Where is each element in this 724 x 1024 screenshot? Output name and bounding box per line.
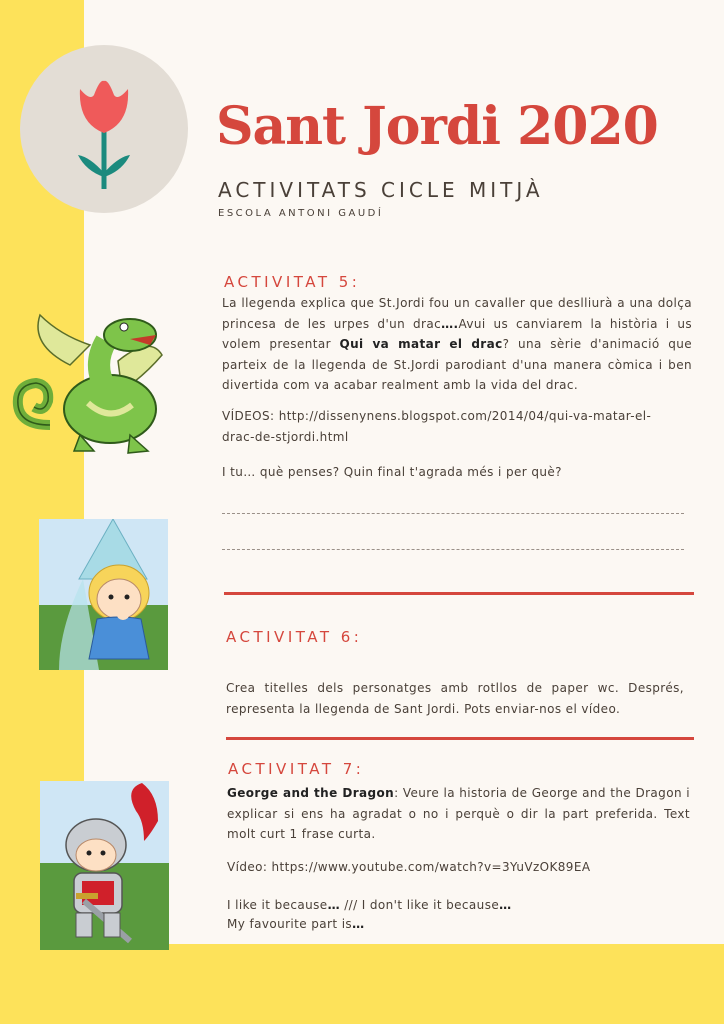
activity-7-text — [227, 783, 690, 845]
page-subtitle: ACTIVITATS CICLE MITJÀ — [218, 178, 544, 202]
activity-6-heading: ACTIVITAT 6: — [226, 628, 363, 646]
school-name: ESCOLA ANTONI GAUDÍ — [218, 208, 384, 219]
activity-5-text-part: La llegenda explica que St.Jordi fou un cavaller que deslliurà a una dolça princesa de les urpes d'un drac — [222, 296, 692, 331]
activity-5-ellipsis: …. — [441, 316, 459, 331]
tulip-icon — [20, 45, 188, 213]
activity-5-heading: ACTIVITAT 5: — [224, 273, 361, 291]
activity-7-text-part: : Veure la historia de George and the Dragon i explicar si ens ha agradat o no i perquè o dir la part preferida. Text molt curt 1 frase curta. — [227, 786, 690, 841]
activity-7-heading: ACTIVITAT 7: — [228, 760, 365, 778]
knight-illustration — [40, 781, 169, 950]
activity-5-question: I tu… què penses? Quin final t'agrada més i per què? — [222, 465, 562, 479]
tulip-badge — [20, 45, 188, 213]
like-prompt: I like it because — [227, 898, 328, 912]
activity-7-video-title: George and the Dragon — [227, 786, 395, 800]
activity-5-videos-link[interactable]: VÍDEOS: http://dissenynens.blogspot.com/2014/04/qui-va-matar-el-drac-de-stjordi.html — [222, 409, 652, 444]
activity-5-text-part: Avui us canviarem la història i us volem presentar — [222, 316, 693, 351]
section-divider — [224, 592, 694, 595]
activity-7-favourite-line — [227, 914, 687, 935]
activity-7-like-line — [227, 895, 687, 916]
ellipsis: … — [352, 917, 365, 931]
answer-line — [222, 549, 684, 550]
activity-6-text: Crea titelles dels personatges amb rotllos de paper wc. Després, representa la llegenda de Sant Jordi. Pots enviar-nos el vídeo. — [226, 681, 684, 716]
ellipsis: … — [499, 898, 512, 912]
activity-7-video-link[interactable]: Vídeo: https://www.youtube.com/watch?v=3YuVzOK89EA — [227, 860, 591, 874]
section-divider — [226, 737, 694, 740]
dragon-illustration — [10, 305, 170, 457]
favourite-prompt: My favourite part is — [227, 917, 353, 931]
dislike-prompt: /// I don't like it because — [340, 898, 500, 912]
princess-illustration — [39, 519, 168, 670]
activity-5-text — [222, 293, 692, 396]
ellipsis: … — [327, 898, 340, 912]
page-title: Sant Jordi 2020 — [216, 96, 658, 157]
answer-line — [222, 513, 684, 514]
activity-5-series-title: Qui va matar el drac — [339, 337, 503, 351]
activity-5-text-part: ? una sèrie d'animació que parteix de la llegenda de St.Jordi parodiant d'una manera còmica i ben divertida com va acabar realment amb la vida del drac. — [222, 337, 693, 392]
